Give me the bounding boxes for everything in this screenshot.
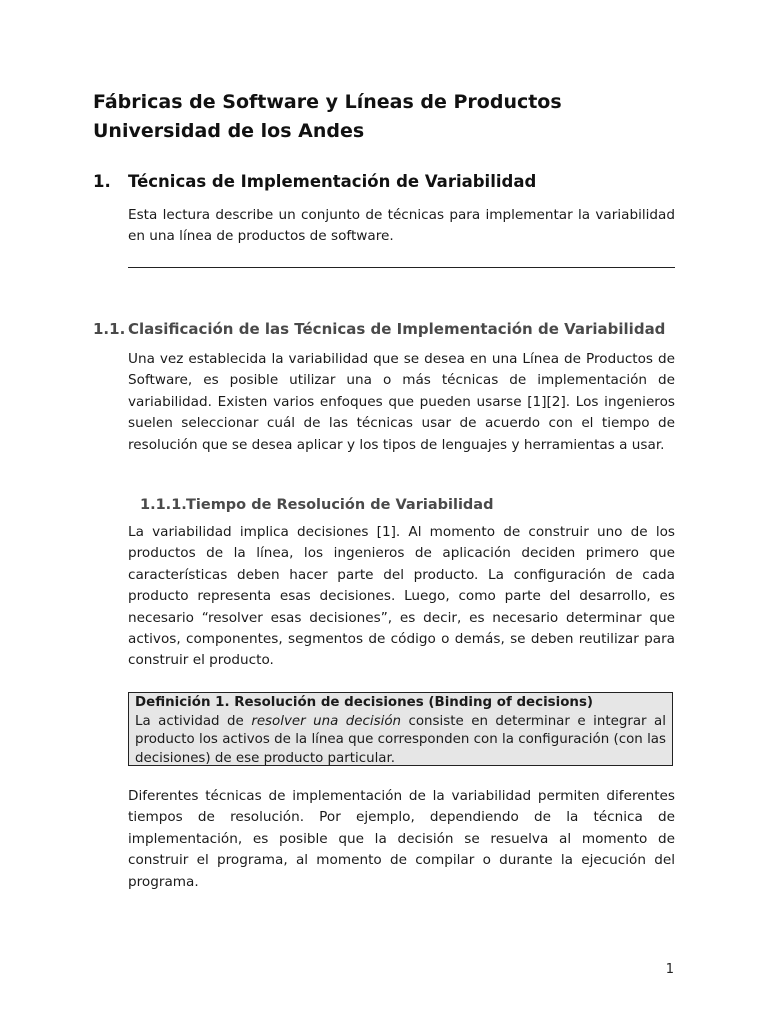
section-1-1-1-number: 1.1.1. (140, 497, 187, 513)
section-1-1-1-heading (140, 497, 493, 513)
section-1-title: Técnicas de Implementación de Variabilidad (128, 172, 537, 191)
page-number: 1 (665, 962, 674, 977)
document-title-line-2: Universidad de los Andes (93, 120, 365, 142)
definition-text-after: consiste en determinar e integrar al producto los activos de la línea que corresponden con la configuración (con las decisiones) de ese producto particular. (135, 713, 666, 766)
section-1-heading (93, 172, 536, 191)
section-1-1-1-title: Tiempo de Resolución de Variabilidad (186, 497, 494, 513)
section-1-intro-text: Esta lectura describe un conjunto de técnicas para implementar la variabilidad en una línea de productos de software. (128, 207, 675, 245)
section-1-1-heading (93, 320, 665, 338)
section-1-1-title: Clasificación de las Técnicas de Implementación de Variabilidad (128, 320, 666, 338)
section-1-1-1-paragraph-2 (128, 786, 675, 893)
document-title-line-1: Fábricas de Software y Líneas de Productos (93, 91, 562, 113)
section-1-number: 1. (93, 172, 111, 191)
section-1-1-1-paragraph-1 (128, 522, 675, 672)
definition-text (135, 713, 666, 769)
section-1-1-paragraph (128, 349, 675, 456)
section-1-intro (128, 205, 675, 248)
definition-text-emphasis: resolver una decisión (251, 713, 401, 729)
section-1-1-number: 1.1. (93, 320, 126, 338)
document-title (93, 88, 562, 146)
section-1-1-paragraph-text: Una vez establecida la variabilidad que se desea en una Línea de Productos de Software, es posible utilizar una o más técnicas de implementación de variabilidad. Existen varios enfoques que pueden usarse [1][2]. Los ingenieros suelen seleccionar cuál de las técnicas usar de acuerdo con el tiempo de resolución que se desea aplicar y los tipos de lenguajes y herramientas a usar. (128, 351, 675, 453)
section-1-1-1-paragraph-1-text: La variabilidad implica decisiones [1]. Al momento de construir uno de los productos de la línea, los ingenieros de aplicación deciden primero que características deben hacer parte del producto. La configuración de cada producto representa esas decisiones. Luego, como parte del desarrollo, es necesario “resolver esas decisiones”, es decir, es necesario determinar que activos, componentes, segmentos de código o demás, se deben reutilizar para construir el producto. (128, 524, 675, 669)
section-1-1-1-paragraph-2-text: Diferentes técnicas de implementación de la variabilidad permiten diferentes tiempos de resolución. Por ejemplo, dependiendo de la técnica de implementación, es posible que la decisión se resuelva al momento de construir el programa, al momento de compilar o durante la ejecución del programa. (128, 788, 675, 890)
definition-box (128, 692, 673, 766)
definition-text-before: La actividad de (135, 713, 252, 729)
horizontal-rule (128, 267, 675, 268)
definition-title: Definición 1. Resolución de decisiones (Binding of decisions) (135, 695, 594, 710)
